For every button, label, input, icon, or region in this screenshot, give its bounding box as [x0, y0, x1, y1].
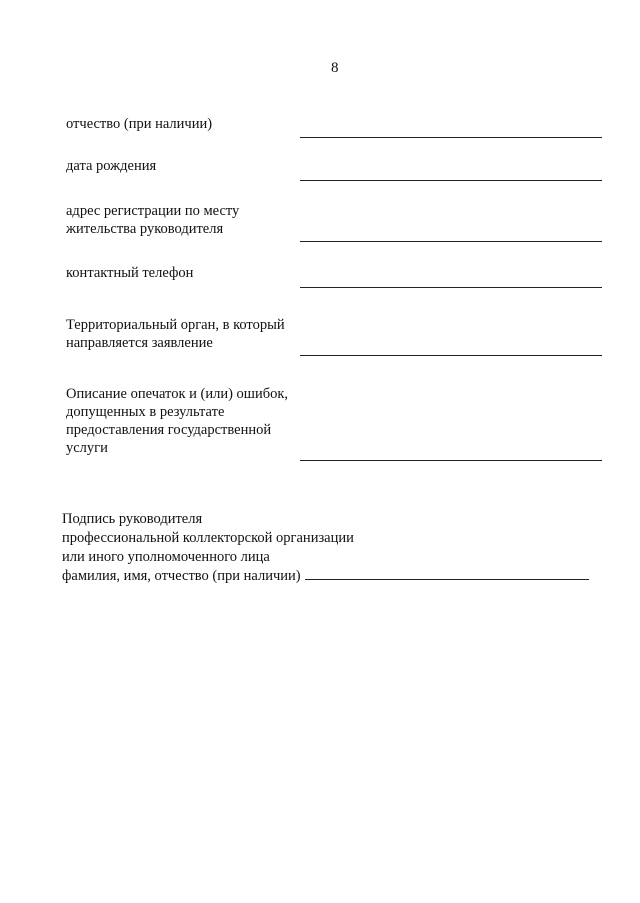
page-number: 8 [331, 60, 339, 76]
signature-line: или иного уполномоченного лица [62, 549, 270, 565]
field-label-patronymic [66, 115, 212, 133]
field-line-territorial-body[interactable] [300, 355, 602, 356]
field-line-patronymic[interactable] [300, 137, 602, 138]
label-line: предоставления государственной [66, 422, 272, 438]
label-line: контактный телефон [66, 265, 194, 281]
field-label-address [66, 202, 239, 238]
label-line: дата рождения [66, 158, 157, 174]
field-label-phone [66, 264, 193, 282]
field-label-birthdate [66, 157, 156, 175]
label-line: адрес регистрации по месту [66, 203, 240, 219]
signature-line: фамилия, имя, отчество (при наличии) [62, 568, 301, 584]
signature-line: профессиональной коллекторской организации [62, 530, 354, 546]
field-line-birthdate[interactable] [300, 180, 602, 181]
label-line: отчество (при наличии) [66, 116, 213, 132]
label-line: Описание опечаток и (или) ошибок, [66, 386, 289, 402]
field-label-territorial-body [66, 316, 285, 352]
label-line: жительства руководителя [66, 221, 224, 237]
field-label-errors-description [66, 385, 288, 457]
signature-underline[interactable] [305, 579, 589, 580]
label-line: направляется заявление [66, 335, 213, 351]
field-line-address[interactable] [300, 241, 602, 242]
field-line-errors-description[interactable] [300, 460, 602, 461]
label-line: допущенных в результате [66, 404, 225, 420]
label-line: услуги [66, 440, 108, 456]
signature-line: Подпись руководителя [62, 511, 203, 527]
label-line: Территориальный орган, в который [66, 317, 285, 333]
signature-block [62, 510, 589, 586]
field-line-phone[interactable] [300, 287, 602, 288]
